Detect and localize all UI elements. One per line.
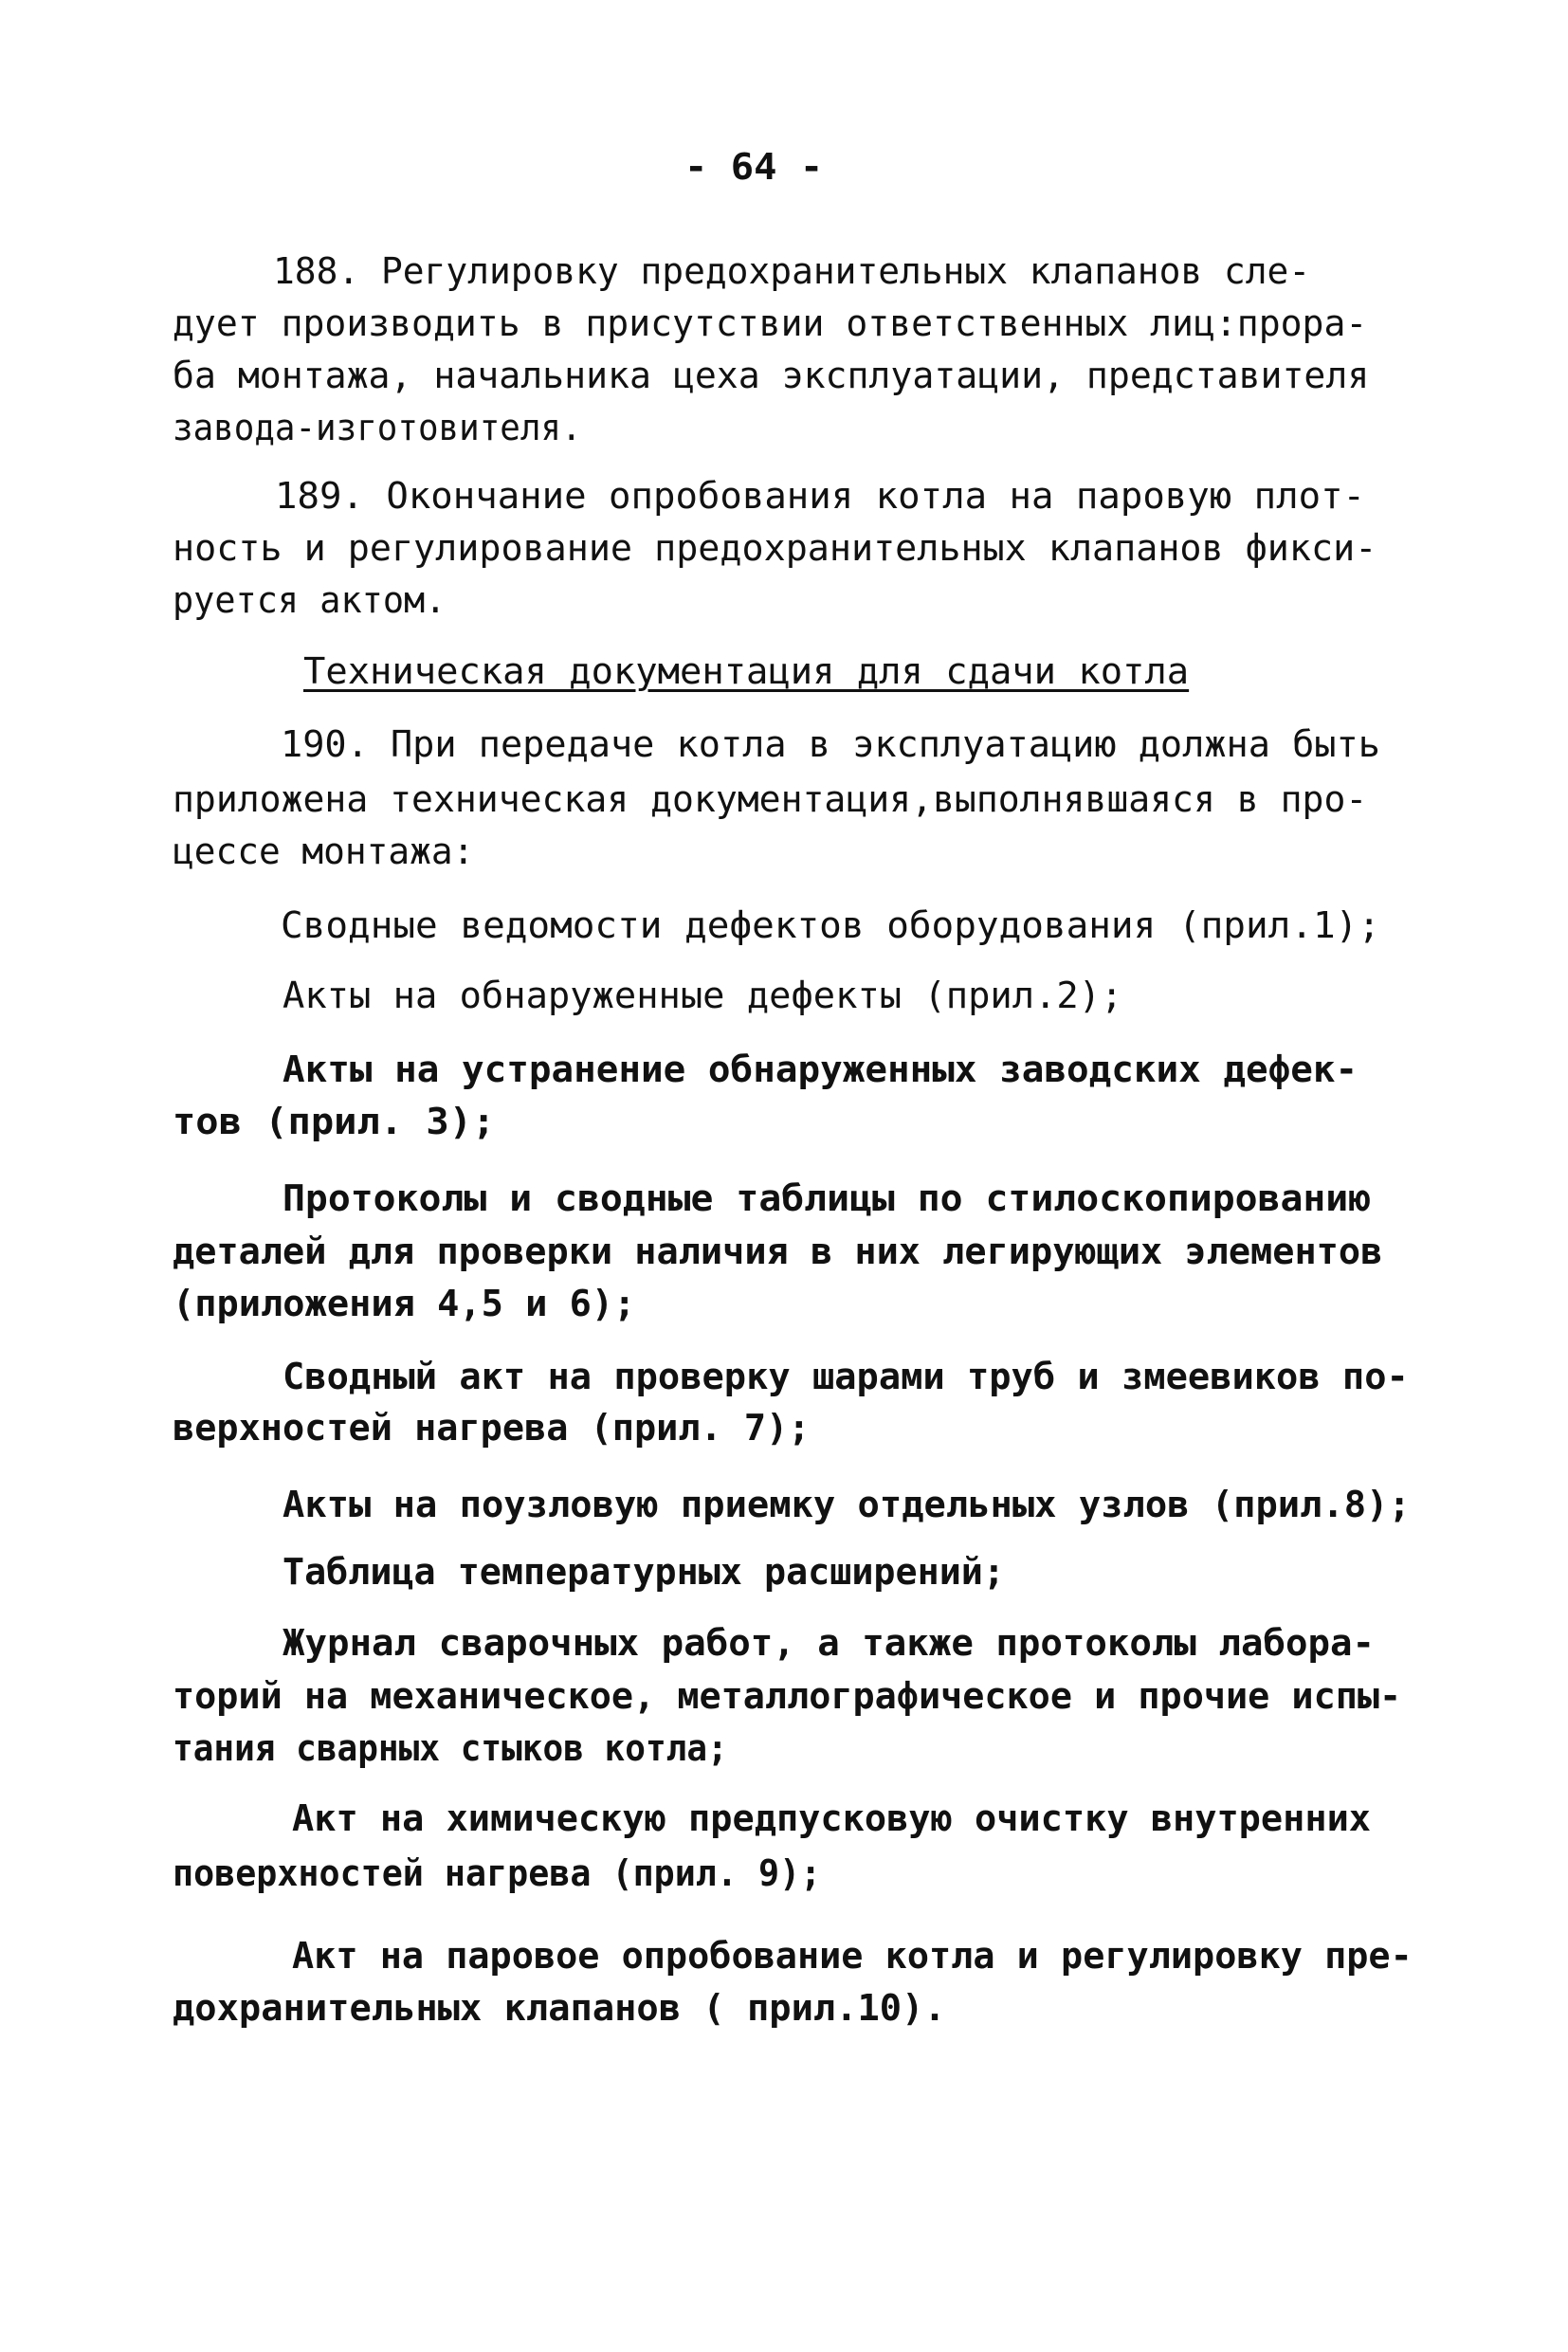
paragraph-line: 189. Окончание опробования котла на паровую плот- xyxy=(275,475,1366,517)
list-item-line: тания сварных стыков котла; xyxy=(173,1727,728,1769)
paragraph-line: ба монтажа, начальника цеха эксплуатации, представителя xyxy=(173,355,1370,396)
paragraph-line: дует производить в присутствии ответственных лиц:прора- xyxy=(173,302,1368,344)
list-item-line: верхностей нагрева (прил. 7); xyxy=(173,1407,811,1449)
list-item-line: дохранительных клапанов ( прил.10). xyxy=(173,1987,946,2029)
list-item-line: Таблица температурных расширений; xyxy=(283,1551,1005,1593)
list-item-line: Акты на поузловую приемку отдельных узлов (прил.8); xyxy=(283,1484,1411,1525)
paragraph-line: завода-изготовителя. xyxy=(173,407,582,448)
list-item-line: торий на механическое, металлографическое и прочие испы- xyxy=(173,1675,1402,1717)
paragraph-line: 190. При передаче котла в эксплуатацию должна быть xyxy=(281,723,1380,765)
page-number: - 64 - xyxy=(684,146,824,188)
section-heading: Техническая документация для сдачи котла xyxy=(303,650,1190,692)
list-item-line: Сводные ведомости дефектов оборудования (прил.1); xyxy=(281,904,1381,946)
paragraph-line: 188. Регулировку предохранительных клапанов сле- xyxy=(273,250,1311,292)
paragraph-line: цессе монтажа: xyxy=(173,830,475,872)
paragraph-line: ность и регулирование предохранительных клапанов фикси- xyxy=(173,527,1377,569)
list-item-line: (приложения 4,5 и 6); xyxy=(173,1283,636,1324)
paragraph-line: приложена техническая документация,выполнявшаяся в про- xyxy=(173,778,1368,820)
paragraph-line: руется актом. xyxy=(173,579,447,621)
list-item-line: поверхностей нагрева (прил. 9); xyxy=(173,1852,822,1894)
list-item-line: Журнал сварочных работ, а также протоколы лабора- xyxy=(283,1622,1376,1664)
list-item-line: Акты на обнаруженные дефекты (прил.2); xyxy=(283,975,1123,1016)
list-item-line: тов (прил. 3); xyxy=(173,1101,496,1142)
list-item-line: Акт на паровое опробование котла и регулировку пре- xyxy=(292,1935,1413,1977)
list-item-line: Протоколы и сводные таблицы по стилоскопированию xyxy=(283,1177,1372,1219)
list-item-line: деталей для проверки наличия в них легирующих элементов xyxy=(173,1231,1383,1272)
list-item-line: Акты на устранение обнаруженных заводских дефек- xyxy=(283,1048,1358,1090)
list-item-line: Сводный акт на проверку шарами труб и змеевиков по- xyxy=(283,1356,1409,1397)
list-item-line: Акт на химическую предпусковую очистку внутренних xyxy=(292,1797,1372,1839)
